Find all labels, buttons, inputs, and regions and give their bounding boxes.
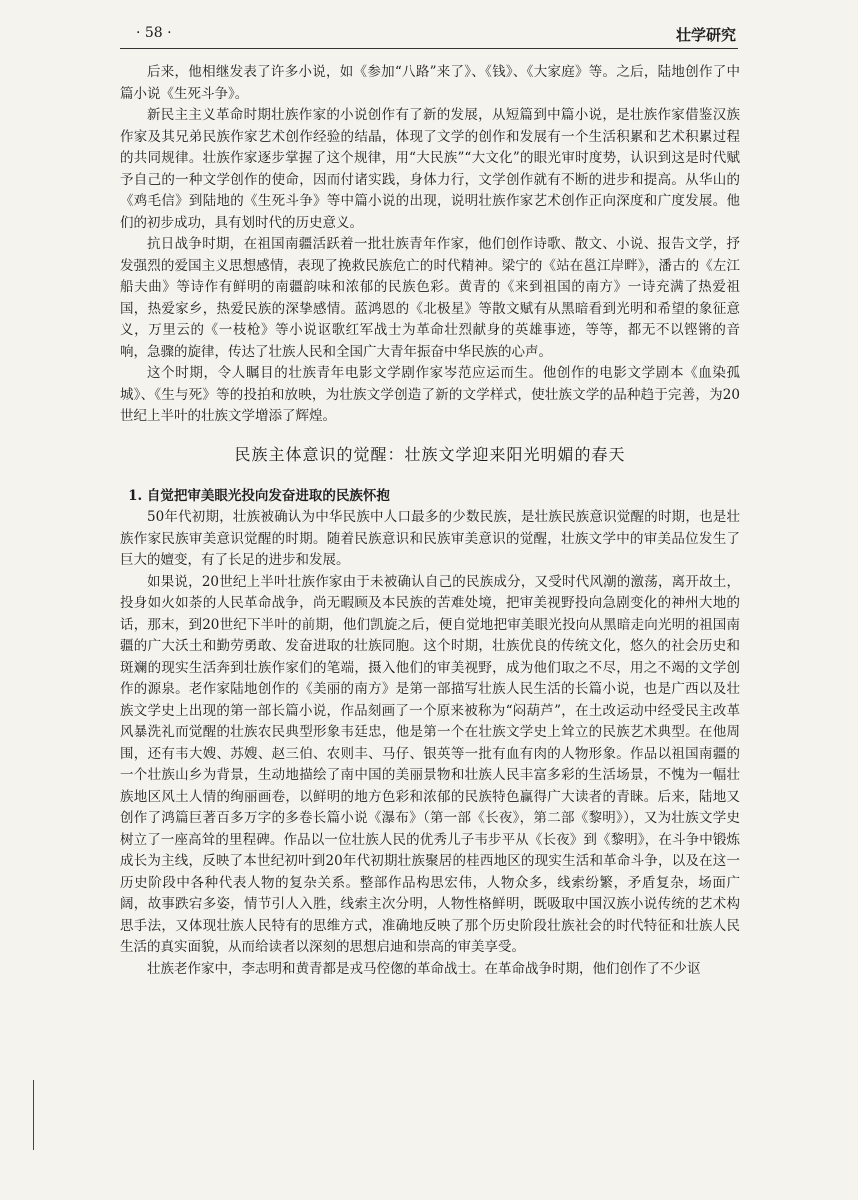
paragraph: 如果说，20世纪上半叶壮族作家由于未被确认自己的民族成分，又受时代风潮的激荡，离开故土，投身如火如荼的人民革命战争，尚无暇顾及本民族的苦难处境，把审美视野投向急剧变化的神州大地的话，那末，到20世纪下半叶的前期，他们凯旋之后，便自觉地把审美眼光投向从黑暗走向光明的祖国南疆的广大沃土和勤劳勇敢、发奋进取的壮族同胞。这个时期，壮族优良的传统文化，悠久的社会历史和斑斓的现实生活奔到壮族作家们的笔端，摄入他们的审美视野，成为他们取之不尽，用之不竭的文学创作的源泉。老作家陆地创作的《美丽的南方》是第一部描写壮族人民生活的长篇小说，也是广西以及壮族文学史上出现的第一部长篇小说，作品刻画了一个原来被称为“闷葫芦”，在土改运动中经受民主改革风暴洗礼而觉醒的壮族农民典型形象韦廷忠，他是第一个在壮族文学史上耸立的民族艺术典型。在他周围，还有韦大嫂、苏嫂、赵三伯、农则丰、马仔、银英等一批有血有肉的人物形象。作品以祖国南疆的一个壮族山乡为背景，生动地描绘了南中国的美丽景物和壮族人民丰富多彩的生活场景，不愧为一幅壮族地区风土人情的绚丽画卷，以鲜明的地方色彩和浓郁的民族特色赢得广大读者的青睐。后来，陆地又创作了鸿篇巨著百多万字的多卷长篇小说《瀑布》（第一部《长夜》，第二部《黎明》），又为壮族文学史树立了一座高耸的里程碑。作品以一位壮族人民的优秀儿子韦步平从《长夜》到《黎明》，在斗争中锻炼成长为主线，反映了本世纪初叶到20年代初期壮族聚居的桂西地区的现实生活和革命斗争，以及在这一历史阶段中各种代表人物的复杂关系。整部作品构思宏伟，人物众多，线索纷繁，矛盾复杂，场面广阔，故事跌宕多姿，情节引人入胜，线索主次分明，人物性格鲜明，既吸取中国汉族小说传统的艺术构思手法，又体现壮族人民特有的思维方式，准确地反映了那个历史阶段壮族社会的时代特征和壮族人民生活的真实面貌，从而给读者以深刻的思想启迪和崇高的审美享受。 bbox=[120, 573, 740, 955]
subheading: 1. 自觉把审美眼光投向发奋进取的民族怀抱 bbox=[128, 487, 390, 504]
scan-margin-mark bbox=[33, 1080, 34, 1150]
paragraph: 抗日战争时期，在祖国南疆活跃着一批壮族青年作家，他们创作诗歌、散文、小说、报告文学，抒发强烈的爱国主义思想感情，表现了挽救民族危亡的时代精神。梁宁的《站在邕江岸畔》，潘古的《左江船夫曲》等诗作有鲜明的南疆韵味和浓郁的民族色彩。黄青的《来到祖国的南方》一诗充满了热爱祖国，热爱家乡，热爱民族的深挚感情。蓝鸿恩的《北极星》等散文赋有从黑暗看到光明和希望的象征意义，万里云的《一枝枪》等小说讴歌红军战士为革命壮烈献身的英雄事迹，等等，都无不以铿锵的音响，急骤的旋律，传达了壮族人民和全国广大青年振奋中华民族的心声。 bbox=[120, 236, 740, 360]
article-body bbox=[120, 62, 740, 980]
page-header bbox=[120, 22, 738, 49]
section-title: 民族主体意识的觉醒：壮族文学迎来阳光明媚的春天 bbox=[234, 444, 626, 464]
journal-title: 壮学研究 bbox=[675, 26, 736, 44]
page-number: · 58 · bbox=[136, 25, 172, 41]
paragraph: 50年代初期，壮族被确认为中华民族中人口最多的少数民族，是壮族民族意识觉醒的时期，也是壮族作家民族审美意识觉醒的时期。随着民族意识和民族审美意识的觉醒，壮族文学中的审美品位发生了巨大的嬗变，有了长足的进步和发展。 bbox=[120, 509, 740, 568]
paragraph: 这个时期，令人瞩目的壮族青年电影文学剧作家岑范应运而生。他创作的电影文学剧本《血染孤城》、《生与死》等的投拍和放映，为壮族文学创造了新的文学样式，使壮族文学的品种趋于完善，为20世纪上半叶的壮族文学增添了辉煌。 bbox=[120, 365, 740, 424]
paragraph: 后来，他相继发表了许多小说，如《参加“八路”来了》、《钱》、《大家庭》等。之后，陆地创作了中篇小说《生死斗争》。 bbox=[120, 64, 740, 102]
paragraph: 壮族老作家中，李志明和黄青都是戎马倥偬的革命战士。在革命战争时期，他们创作了不少讴 bbox=[147, 960, 701, 977]
paragraph: 新民主主义革命时期壮族作家的小说创作有了新的发展，从短篇到中篇小说，是壮族作家借鉴汉族作家及其兄弟民族作家艺术创作经验的结晶，体现了文学的创作和发展有一个生活积累和艺术积累过程的共同规律。壮族作家逐步掌握了这个规律，用“大民族”“大文化”的眼光审时度势，认识到这是时代赋予自己的一种文学创作的使命，因而付诸实践，身体力行，文学创作就有不断的进步和提高。从华山的《鸡毛信》到陆地的《生死斗争》等中篇小说的出现，说明壮族作家艺术创作正向深度和广度发展。他们的初步成功，具有划时代的历史意义。 bbox=[120, 107, 740, 231]
